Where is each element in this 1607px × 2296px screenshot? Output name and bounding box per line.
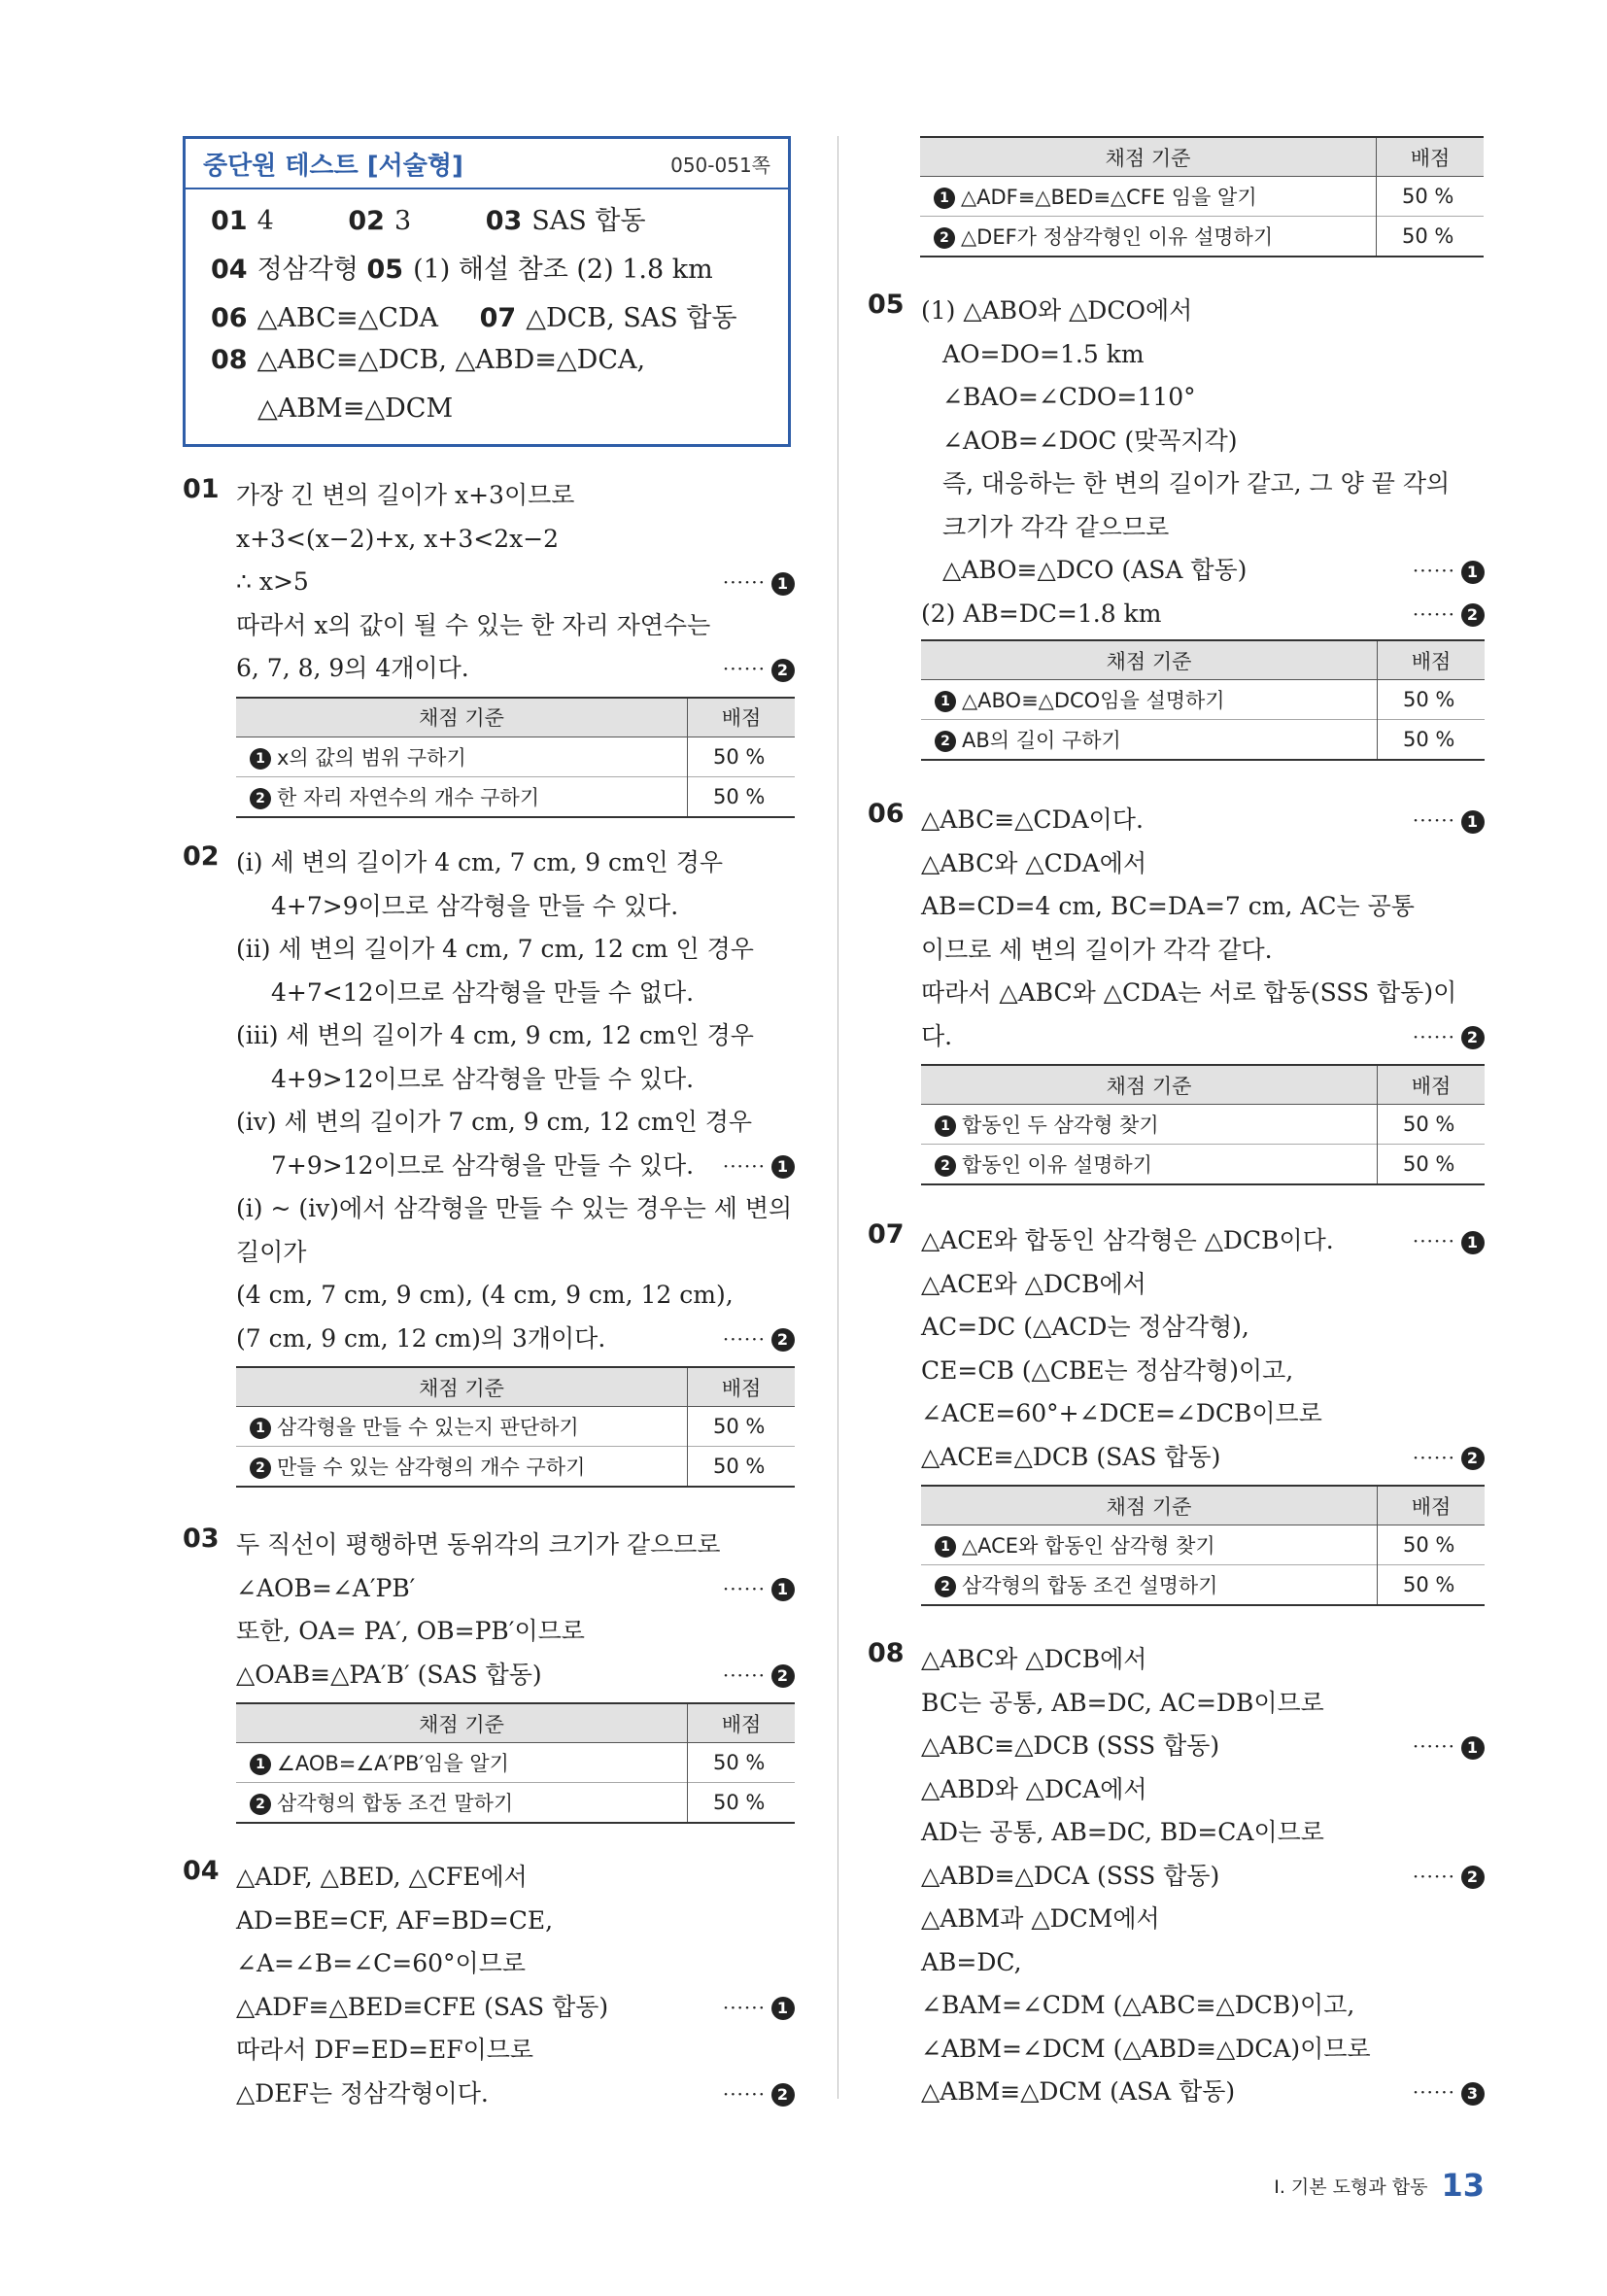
solution-line: △ADF, △BED, △CFE에서 — [236, 1863, 528, 1891]
solution-line: 이므로 세 변의 길이가 각각 같다. — [921, 935, 1273, 964]
table-row: 2 AB의 길이 구하기 50 % — [921, 720, 1485, 761]
solution-line: △ACE≡△DCB (SAS 합동) ······ 2 — [921, 1436, 1485, 1480]
scoring-table: 채점 기준 배점 1 합동인 두 삼각형 찾기 50 % 2 합동인 이유 설명하기 50 % — [921, 1064, 1485, 1185]
step-marker-2: ······ 2 — [723, 647, 795, 690]
table-row: 1 △ADF≡△BED≡△CFE 임을 알기 50 % — [920, 177, 1484, 217]
table-row: 2 삼각형의 합동 조건 말하기 50 % — [236, 1783, 795, 1824]
solution-line: 가장 긴 변의 길이가 x+3이므로 — [236, 481, 575, 509]
step-marker-2: ······ 2 — [1413, 1015, 1485, 1058]
solution-line: 따라서 DF=ED=EF이므로 — [236, 2036, 534, 2064]
solution-line: 즉, 대응하는 한 변의 길이가 같고, 그 양 끝 각의 — [942, 469, 1451, 497]
solution-line: △DEF는 정삼각형이다. ······ 2 — [236, 2073, 795, 2116]
scoring-table-04: 채점 기준 배점 1 △ADF≡△BED≡△CFE 임을 알기 50 % 2 △DEF가 정삼각형인 이유 설명하기 50 % — [920, 136, 1484, 257]
solution-line: AD는 공통, AB=DC, BD=CA이므로 — [921, 1818, 1324, 1846]
problem-number: 02 — [183, 841, 220, 872]
solution-line: 4+7>9이므로 삼각형을 만들 수 있다. — [271, 891, 679, 920]
solution-line: △ABO≡△DCO (ASA 합동) ······ 1 — [921, 549, 1485, 593]
problem-number: 01 — [183, 474, 220, 504]
problem-number: 07 — [868, 1219, 905, 1250]
solution-line: ∠BAM=∠CDM (△ABC≡△DCB)이고, — [921, 1991, 1355, 2019]
solution-line: (ⅱ) 세 변의 길이가 4 cm, 7 cm, 12 cm 인 경우 — [236, 935, 754, 963]
solution-line: △ACE와 △DCB에서 — [921, 1269, 1146, 1298]
solution-line: AB=DC, — [921, 1947, 1022, 1976]
problem-number: 06 — [868, 799, 905, 829]
page-number: 13 — [1441, 2167, 1485, 2204]
solution-line: 크기가 각각 같으므로 — [942, 512, 1170, 541]
table-row: 2 한 자리 자연수의 개수 구하기 50 % — [236, 776, 795, 817]
step-marker-2: ······ 2 — [1413, 1855, 1485, 1898]
table-row: 1 합동인 두 삼각형 찾기 50 % — [921, 1105, 1485, 1145]
solution-line: △OAB≡△PA′B′ (SAS 합동) ······ 2 — [236, 1654, 795, 1697]
solution-line: 두 직선이 평행하면 동위각의 크기가 같으므로 — [236, 1530, 721, 1559]
page-footer — [1274, 2167, 1485, 2204]
summary-line-3: 06 △ABC≡△CDA 07 △DCB, SAS 합동 — [211, 303, 737, 333]
solution-line: ∠AOB=∠DOC (맞꼭지각) — [942, 426, 1238, 455]
summary-line-2: 04 정삼각형 05 (1) 해설 참조 (2) 1.8 km — [211, 255, 713, 285]
problem-number: 03 — [183, 1524, 220, 1554]
table-row: 1 삼각형을 만들 수 있는지 판단하기 50 % — [236, 1407, 795, 1447]
step-marker-2: ······ 2 — [1413, 593, 1485, 635]
solution-line: ∠ABM=∠DCM (△ABD≡△DCA)이므로 — [921, 2034, 1371, 2063]
solution-line: 또한, OA= PA′, OB=PB′이므로 — [236, 1617, 585, 1645]
step-marker-1: ······ 1 — [723, 1145, 795, 1187]
summary-line-5: △ABM≡△DCM — [257, 394, 454, 424]
solution-line: △ABM과 △DCM에서 — [921, 1904, 1160, 1933]
problem-number: 08 — [868, 1638, 905, 1668]
solution-line: 따라서 x의 값이 될 수 있는 한 자리 자연수는 — [236, 610, 711, 639]
solution-line: AB=CD=4 cm, BC=DA=7 cm, AC는 공통 — [921, 892, 1415, 920]
problem-number: 05 — [868, 290, 905, 320]
solution-line: ∠BAO=∠CDO=110° — [942, 383, 1196, 411]
table-row: 2 만들 수 있는 삼각형의 개수 구하기 50 % — [236, 1447, 795, 1488]
step-marker-1: ······ 1 — [1413, 1219, 1485, 1262]
step-marker-1: ······ 1 — [1413, 799, 1485, 841]
solution-line: AC=DC (△ACD는 정삼각형), — [921, 1313, 1249, 1341]
solution-line: 다. ······ 2 — [921, 1015, 1485, 1059]
solution-line: △ABC와 △DCB에서 — [921, 1645, 1147, 1673]
summary-header — [186, 139, 788, 189]
solution-line: (1) △ABO와 △DCO에서 — [921, 296, 1193, 325]
solution-line: 4+7<12이므로 삼각형을 만들 수 없다. — [271, 977, 695, 1007]
table-row: 1 △ACE와 합동인 삼각형 찾기 50 % — [921, 1525, 1485, 1565]
step-marker-2: ······ 2 — [1413, 1436, 1485, 1479]
solution-line: △ABM≡△DCM (ASA 합동) ······ 3 — [921, 2071, 1485, 2114]
scoring-table: 채점 기준 배점 1 △ABO≡△DCO임을 설명하기 50 % 2 AB의 길이 구하기 50 % — [921, 639, 1485, 761]
solution-line: △ABD≡△DCA (SSS 합동) ······ 2 — [921, 1855, 1485, 1899]
solution-line: 6, 7, 8, 9의 4개이다. ······ 2 — [236, 647, 795, 691]
scoring-table: 채점 기준 배점 1 ∠AOB=∠A′PB′임을 알기 50 % 2 삼각형의 합동 조건 말하기 50 % — [236, 1702, 795, 1824]
answer-summary-box — [183, 136, 791, 447]
summary-pages: 050-051쪽 — [670, 153, 770, 177]
step-marker-1: ······ 1 — [1413, 1725, 1485, 1767]
solution-line: △ABC≡△CDA이다. ······ 1 — [921, 799, 1485, 842]
solution-line: 7+9>12이므로 삼각형을 만들 수 있다. ······ 1 — [236, 1145, 795, 1188]
solution-line: △ABC와 △CDA에서 — [921, 848, 1147, 877]
summary-line-1: 01 4 02 3 03 SAS 합동 — [211, 206, 646, 236]
solution-line: △ACE와 합동인 삼각형은 △DCB이다. ······ 1 — [921, 1219, 1485, 1263]
solution-line: x+3<(x−2)+x, x+3<2x−2 — [236, 524, 560, 553]
solution-line: CE=CB (△CBE는 정삼각형)이고, — [921, 1355, 1294, 1385]
solution-line: AD=BE=CF, AF=BD=CE, — [236, 1905, 554, 1935]
solution-line: BC는 공통, AB=DC, AC=DB이므로 — [921, 1688, 1324, 1717]
solution-line: (ⅲ) 세 변의 길이가 4 cm, 9 cm, 12 cm인 경우 — [236, 1021, 754, 1049]
step-marker-2: ······ 2 — [723, 2073, 795, 2115]
table-row: 1 △ABO≡△DCO임을 설명하기 50 % — [921, 680, 1485, 720]
table-row: 1 x의 값의 범위 구하기 50 % — [236, 737, 795, 776]
solution-line: (2) AB=DC=1.8 km ······ 2 — [921, 593, 1485, 636]
solution-line: (4 cm, 7 cm, 9 cm), (4 cm, 9 cm, 12 cm), — [236, 1281, 734, 1309]
table-row: 1 ∠AOB=∠A′PB′임을 알기 50 % — [236, 1743, 795, 1783]
solution-line: 길이가 — [236, 1237, 307, 1266]
scoring-table: 채점 기준 배점 1 x의 값의 범위 구하기 50 % 2 한 자리 자연수의 개수 구하기 50 % — [236, 697, 795, 818]
solution-line: ∠A=∠B=∠C=60°이므로 — [236, 1949, 526, 1977]
solution-line: (ⅰ) ~ (ⅳ)에서 삼각형을 만들 수 있는 경우는 세 변의 — [236, 1194, 793, 1222]
summary-line-4: 08 △ABC≡△DCB, △ABD≡△DCA, — [211, 345, 646, 375]
table-row: 2 합동인 이유 설명하기 50 % — [921, 1145, 1485, 1185]
solution-line: ∠ACE=60°+∠DCE=∠DCB이므로 — [921, 1399, 1322, 1427]
step-marker-1: ······ 1 — [723, 1986, 795, 2029]
step-marker-1: ······ 1 — [723, 561, 795, 603]
problem-number: 04 — [183, 1856, 220, 1886]
solution-line: (7 cm, 9 cm, 12 cm)의 3개이다. ······ 2 — [236, 1318, 795, 1361]
scoring-table: 채점 기준 배점 1 △ACE와 합동인 삼각형 찾기 50 % 2 삼각형의 합동 조건 설명하기 50 % — [921, 1485, 1485, 1606]
table-row: 2 △DEF가 정삼각형인 이유 설명하기 50 % — [920, 217, 1484, 257]
solution-line: 4+9>12이므로 삼각형을 만들 수 있다. — [271, 1064, 695, 1093]
step-marker-2: ······ 2 — [723, 1654, 795, 1696]
solution-line: △ABD와 △DCA에서 — [921, 1774, 1147, 1803]
step-marker-1: ······ 1 — [1413, 549, 1485, 592]
summary-title: 중단원 테스트 [서술형] — [203, 151, 463, 181]
solution-line: AO=DO=1.5 km — [942, 339, 1145, 368]
step-marker-1: ······ 1 — [723, 1567, 795, 1610]
solution-line: (ⅳ) 세 변의 길이가 7 cm, 9 cm, 12 cm인 경우 — [236, 1108, 753, 1136]
solution-line: (ⅰ) 세 변의 길이가 4 cm, 7 cm, 9 cm인 경우 — [236, 848, 724, 876]
solution-line: △ABC≡△DCB (SSS 합동) ······ 1 — [921, 1725, 1485, 1768]
solution-line: 따라서 △ABC와 △CDA는 서로 합동(SSS 합동)이 — [921, 978, 1457, 1007]
chapter-label: Ⅰ. 기본 도형과 합동 — [1274, 2176, 1428, 2198]
solution-line: △ADF≡△BED≡CFE (SAS 합동) ······ 1 — [236, 1986, 795, 2030]
scoring-table: 채점 기준 배점 1 삼각형을 만들 수 있는지 판단하기 50 % 2 만들 수 있는 삼각형의 개수 구하기 50 % — [236, 1366, 795, 1488]
table-row: 2 삼각형의 합동 조건 설명하기 50 % — [921, 1565, 1485, 1606]
step-marker-2: ······ 2 — [723, 1318, 795, 1360]
solution-line: ∴ x>5 ······ 1 — [236, 561, 795, 604]
solution-line: ∠AOB=∠A′PB′ ······ 1 — [236, 1567, 795, 1611]
step-marker-3: ······ 3 — [1413, 2071, 1485, 2113]
